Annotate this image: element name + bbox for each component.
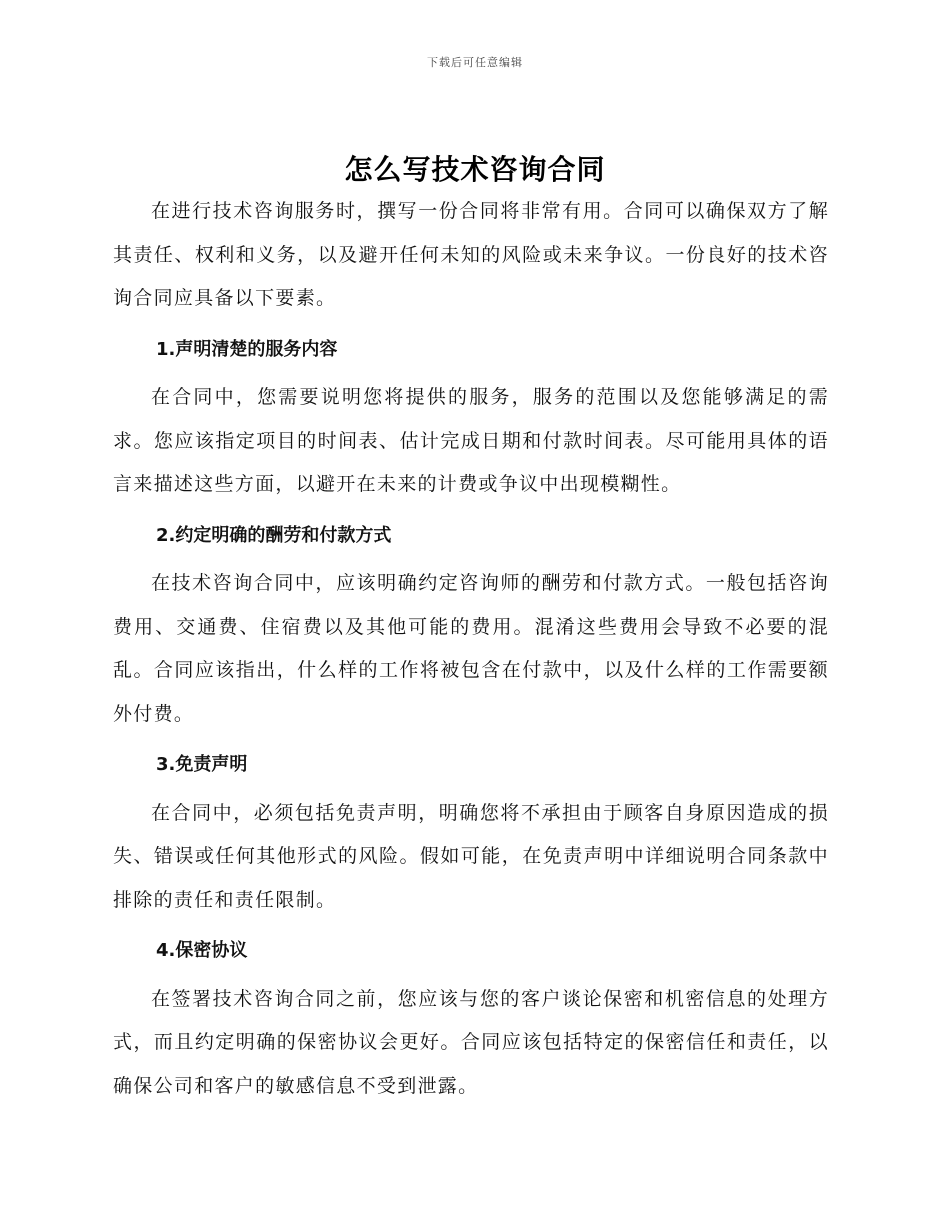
section-paragraph: 在签署技术咨询合同之前，您应该与您的客户谈论保密和机密信息的处理方式，而且约定明确的保密协议会更好。合同应该包括特定的保密信任和责任，以确保公司和客户的敏感信息不受到泄露。 [113, 987, 829, 1097]
document-body [113, 190, 829, 1108]
section-heading: 4.保密协议 [156, 940, 248, 961]
section-disclaimer [113, 743, 829, 922]
section-heading: 2.约定明确的酬劳和付款方式 [156, 524, 392, 546]
section-payment [113, 514, 829, 737]
section-service-content [113, 328, 829, 507]
section-heading: 3.免责声明 [156, 754, 248, 775]
header-note: 下载后可任意编辑 [427, 56, 523, 69]
section-confidentiality [113, 929, 829, 1108]
document-title: 怎么写技术咨询合同 [344, 153, 606, 186]
section-paragraph: 在技术咨询合同中，应该明确约定咨询师的酬劳和付款方式。一般包括咨询费用、交通费、住宿费以及其他可能的费用。混淆这些费用会导致不必要的混乱。合同应该指出，什么样的工作将被包含在付款中，以及什么样的工作需要额外付费。 [113, 572, 829, 725]
section-paragraph: 在合同中，必须包括免责声明，明确您将不承担由于顾客自身原因造成的损失、错误或任何其他形式的风险。假如可能，在免责声明中详细说明合同条款中排除的责任和责任限制。 [113, 801, 829, 911]
intro-paragraph: 在进行技术咨询服务时，撰写一份合同将非常有用。合同可以确保双方了解其责任、权利和义务，以及避开任何未知的风险或未来争议。一份良好的技术咨询合同应具备以下要素。 [113, 200, 829, 309]
section-heading: 1.声明清楚的服务内容 [156, 338, 338, 360]
section-paragraph: 在合同中，您需要说明您将提供的服务，服务的范围以及您能够满足的需求。您应该指定项目的时间表、估计完成日期和付款时间表。尽可能用具体的语言来描述这些方面，以避开在未来的计费或争议中出现模糊性。 [113, 386, 829, 495]
